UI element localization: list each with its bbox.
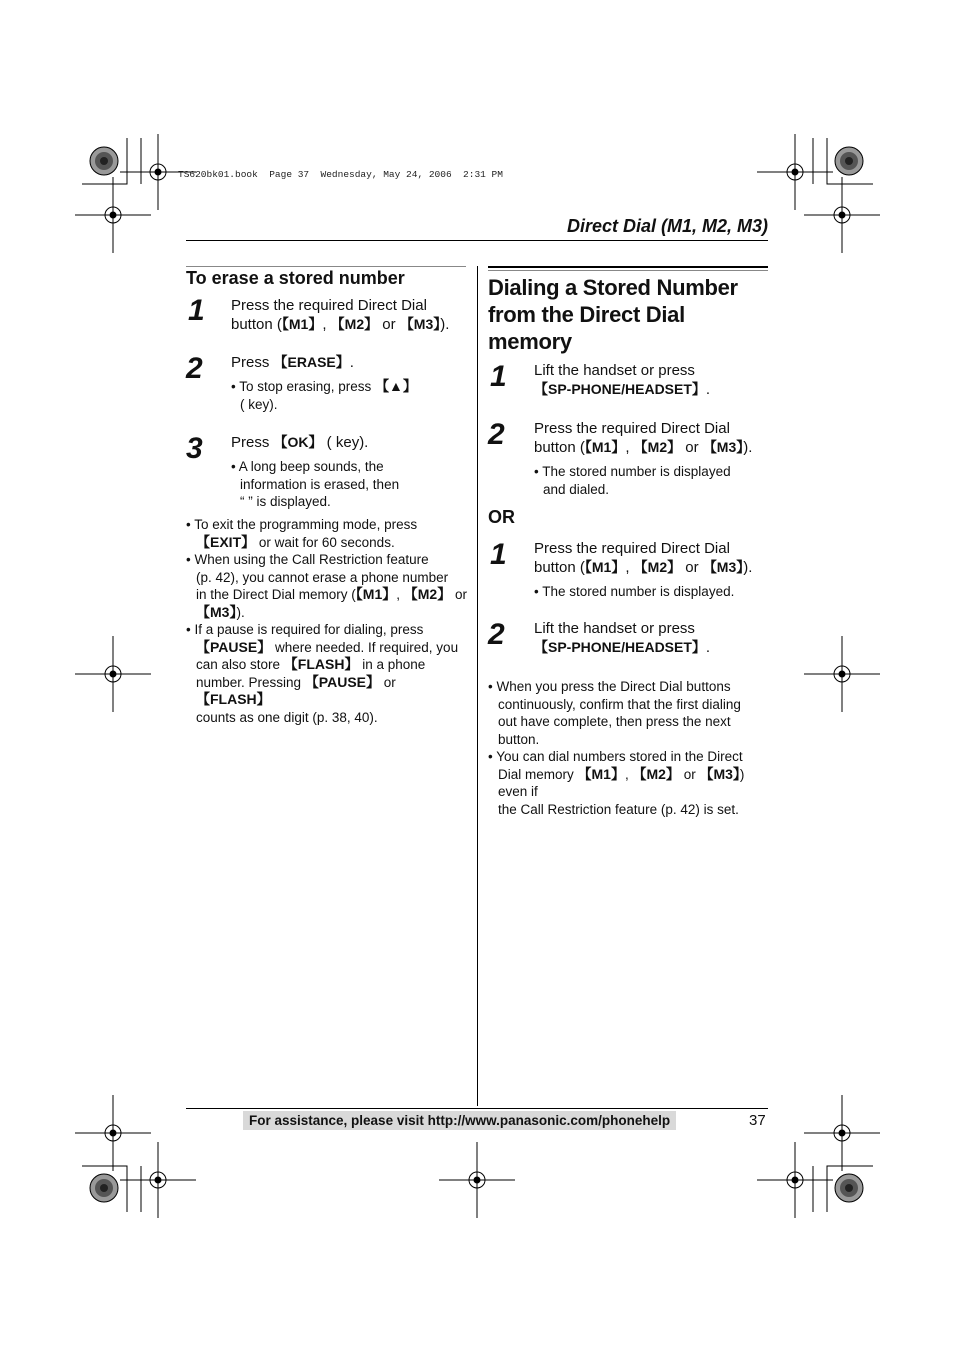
crosshair-icon bbox=[439, 1142, 515, 1218]
step-note: • The stored number is displayed and dialed. bbox=[534, 464, 731, 497]
step-text: Press the required Direct Dial button (【M1】, 【M2】 or 【M3】). bbox=[534, 420, 753, 456]
step-text: Press 【OK】 ( key). bbox=[231, 434, 369, 451]
sunburst-icon bbox=[835, 1174, 863, 1202]
sunburst-icon bbox=[835, 147, 863, 175]
step-number: 1 bbox=[490, 360, 507, 393]
step-text: Press the required Direct Dial button (【M1】, 【M2】 or 【M3】). bbox=[534, 540, 753, 576]
assistance-banner: For assistance, please visit http://www.panasonic.com/phonehelp bbox=[243, 1111, 676, 1130]
step-text: Press the required Direct Dial button (【M1】, 【M2】 or 【M3】). bbox=[231, 297, 450, 333]
crosshair-icon bbox=[75, 636, 151, 712]
page-header-title: Direct Dial (M1, M2, M3) bbox=[566, 216, 768, 236]
step-number: 2 bbox=[488, 418, 505, 451]
page-number: 37 bbox=[749, 1112, 766, 1129]
crosshair-icon bbox=[75, 177, 151, 253]
crosshair-icon bbox=[804, 177, 880, 253]
step-text: Press 【ERASE】. bbox=[231, 354, 354, 371]
crosshair-icon bbox=[75, 1095, 151, 1171]
step-number: 1 bbox=[490, 538, 507, 571]
step-note: • The stored number is displayed. bbox=[534, 584, 735, 599]
column-divider bbox=[477, 266, 478, 1106]
step-text: Lift the handset or press 【SP-PHONE/HEADSET】. bbox=[534, 620, 711, 656]
step-number: 1 bbox=[188, 294, 205, 327]
step-number: 2 bbox=[488, 618, 505, 651]
print-slug: TS620bk01.book Page 37 Wednesday, May 24, 2006 2:31 PM bbox=[178, 169, 503, 180]
crosshair-icon bbox=[757, 134, 833, 210]
crosshair-icon bbox=[757, 1142, 833, 1218]
step-text: Lift the handset or press 【SP-PHONE/HEADSET】. bbox=[534, 362, 711, 398]
right-section-rule-thin bbox=[488, 270, 768, 271]
dialing-heading: Dialing a Stored Number from the Direct Dial memory bbox=[488, 275, 738, 354]
right-section-rule bbox=[488, 266, 768, 268]
sunburst-icon bbox=[90, 147, 118, 175]
header-rule bbox=[186, 240, 768, 241]
sunburst-icon bbox=[90, 1174, 118, 1202]
crosshair-icon bbox=[804, 636, 880, 712]
left-notes: • To exit the programming mode, press 【EXIT】 or wait for 60 seconds. • When using the Call Restriction feature (p. 42), you cannot erase a phone number in the Direct Dial memory (【M1】, 【M2】 or 【M3】). • If a pause is required for dialing, press 【PAUSE】 where needed. If required, you can also store 【FLASH】 in a phone number. Pressing 【PAUSE】 or 【FLASH】 counts as one digit (p. 38, 40). bbox=[186, 517, 467, 725]
or-label: OR bbox=[488, 507, 515, 527]
step-note: • A long beep sounds, the information is erased, then “ ” is displayed. bbox=[231, 459, 400, 509]
step-number: 3 bbox=[186, 432, 203, 465]
right-notes: • When you press the Direct Dial buttons continuously, confirm that the first dialing out have complete, then press the next button. • You can dial numbers stored in the Direct Dial memory 【M1】, 【M2】 or 【M3】) even if the Call Restriction feature (p. 42) is set. bbox=[488, 679, 745, 817]
footer-rule bbox=[186, 1108, 768, 1109]
step-number: 2 bbox=[186, 352, 203, 385]
left-section-rule bbox=[186, 266, 466, 267]
step-note: • To stop erasing, press 【▲】 ( key). bbox=[231, 378, 417, 412]
erase-heading: To erase a stored number bbox=[186, 268, 405, 288]
crosshair-icon bbox=[804, 1095, 880, 1171]
crosshair-icon bbox=[120, 1142, 196, 1218]
